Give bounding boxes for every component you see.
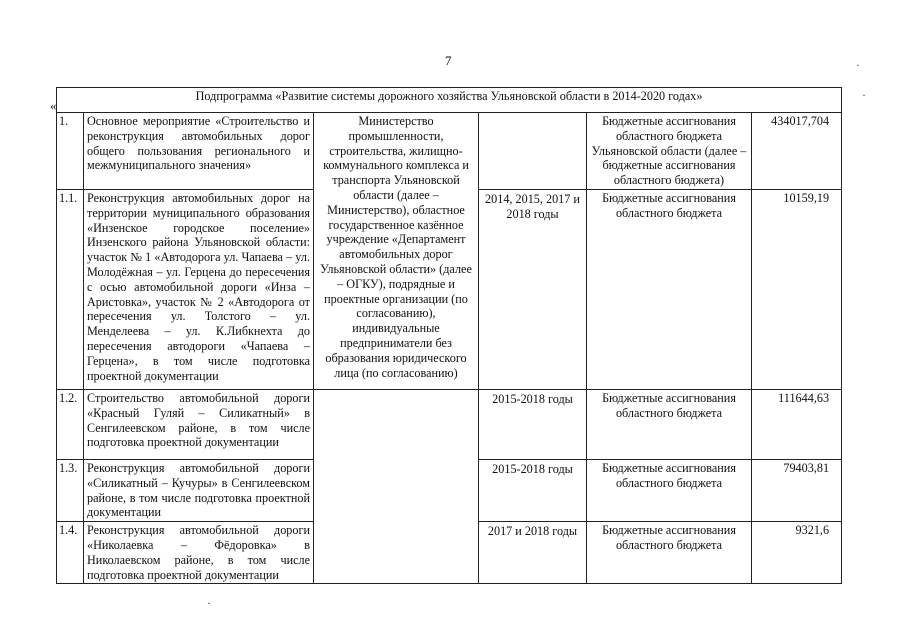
open-quote-mark: « [50,98,57,113]
funding-source: Бюджетные ассигнования областного бюджета [587,522,752,584]
period-cell [479,113,587,190]
table-row [57,389,842,459]
table-row [57,113,842,190]
program-table [56,87,842,584]
activity-name: Строительство автомобильной дороги «Красный Гуляй – Силикатный» в Сенгилеевском районе, в том числе подготовка проектной документации [84,389,314,459]
executor-empty-cell [314,459,479,521]
amount-cell: 79403,81 [752,459,842,521]
table-row [57,459,842,521]
period-cell: 2015-2018 годы [479,389,587,459]
activity-name: Реконструкция автомобильных дорог на территории муниципального образования «Инзенское городское поселение» Инзенского района Ульяновской области: участок № 1 «Автодорога ул. Чапаева – ул. Молодёжная – ул. Герцена до пересечения с осью автомобильной дороги «Инза – Аристовка», участок № 2 «Автодорога от пересечения ул. Толстого – ул. Менделеева – ул. К.Либкнехта до пересечения автодороги «Чапаева – Герцена», в том числе подготовка проектной документации [84,189,314,389]
funding-source: Бюджетные ассигнования областного бюджета [587,459,752,521]
funding-source: Бюджетные ассигнования областного бюджета Ульяновской области (далее – бюджетные ассигнования областного бюджета) [587,113,752,190]
executor-empty-cell [314,389,479,459]
amount-cell: 434017,704 [752,113,842,190]
funding-source: Бюджетные ассигнования областного бюджета [587,389,752,459]
row-number: 1.1. [57,189,84,389]
amount-cell: 9321,6 [752,522,842,584]
scan-dot: · [207,596,211,610]
executor-cell: Министерство промышленности, строительства, жилищно-коммунального комплекса и транспорта Ульяновской области (далее – Министерство), областное государственное казённое учреждение «Департамент автомобильных дорог Ульяновской области» (далее – ОГКУ), подрядные и проектные организации (по согласованию), индивидуальные предприниматели без образования юридического лица (по согласованию) [314,113,479,390]
period-cell: 2015-2018 годы [479,459,587,521]
period-cell: 2014, 2015, 2017 и 2018 годы [479,189,587,389]
activity-name: Реконструкция автомобильной дороги «Силикатный – Кучуры» в Сенгилеевском районе, в том числе подготовка проектной документации [84,459,314,521]
table-row [57,522,842,584]
scan-dot: · [856,58,860,72]
activity-name: Основное мероприятие «Строительство и реконструкция автомобильных дорог общего пользования регионального и межмуниципального значения» [84,113,314,190]
row-number: 1.4. [57,522,84,584]
amount-cell: 111644,63 [752,389,842,459]
row-number: 1. [57,113,84,190]
amount-cell: 10159,19 [752,189,842,389]
executor-empty-cell [314,522,479,584]
activity-name: Реконструкция автомобильной дороги «Николаевка – Фёдоровка» в Николаевском районе, в том числе подготовка проектной документации [84,522,314,584]
row-number: 1.2. [57,389,84,459]
subprogram-title: Подпрограмма «Развитие системы дорожного хозяйства Ульяновской области в 2014-2020 годах» [57,88,842,113]
funding-source: Бюджетные ассигнования областного бюджета [587,189,752,389]
page-number: 7 [445,53,452,68]
period-cell: 2017 и 2018 годы [479,522,587,584]
scan-dot: · [862,88,866,102]
row-number: 1.3. [57,459,84,521]
